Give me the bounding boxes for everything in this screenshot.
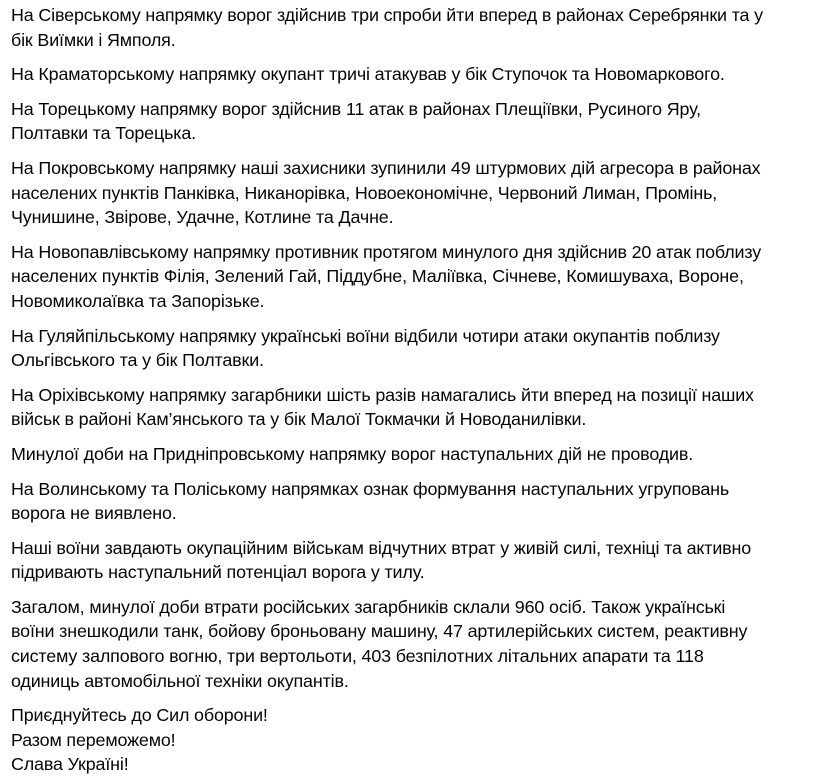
text-line: На Покровському напрямку наші захисники зупинили 49 штурмових дій агресора в районах bbox=[11, 157, 761, 178]
paragraph-huliaipole bbox=[11, 324, 823, 373]
closing-line-join: Приєднуйтесь до Сил оборони! bbox=[11, 705, 268, 726]
text-line: ворога не виявлено. bbox=[11, 503, 177, 524]
paragraph-volyn-polissia bbox=[11, 477, 823, 526]
text-line: воїни знешкодили танк, бойову броньовану машину, 47 артилерійських систем, реактивну bbox=[11, 621, 748, 642]
text-line: бік Виїмки і Ямполя. bbox=[11, 29, 176, 50]
paragraph-prydniprovskyi bbox=[11, 442, 823, 467]
text-line: На Сіверському напрямку ворог здійснив три спроби йти вперед в районах Серебрянки та у bbox=[11, 5, 763, 25]
paragraph-siverskyi bbox=[11, 3, 823, 52]
text-line: На Торецькому напрямку ворог здійснив 11 атак в районах Плещіївки, Русиного Яру, bbox=[11, 98, 701, 119]
paragraph-rear-strikes bbox=[11, 536, 823, 585]
closing-line-win: Разом переможемо! bbox=[11, 729, 176, 750]
text-line: Чунишине, Звірове, Удачне, Котлине та Дачне. bbox=[11, 207, 394, 228]
text-line: Загалом, минулої доби втрати російських загарбників склали 960 осіб. Також українські bbox=[11, 596, 726, 617]
text-line: військ в районі Кам’янського та у бік Малої Токмачки й Новоданилівки. bbox=[11, 409, 587, 430]
text-line: населених пунктів Філія, Зелений Гай, Піддубне, Маліївка, Січневе, Комишуваха, Вороне, bbox=[11, 266, 744, 287]
paragraph-pokrovsk bbox=[11, 156, 823, 230]
text-line: На Гуляйпільському напрямку українські воїни відбили чотири атаки окупантів поблизу bbox=[11, 325, 720, 346]
closing-block bbox=[11, 703, 823, 777]
text-line: одиниць автомобільної техніки окупантів. bbox=[11, 670, 349, 691]
text-line: Полтавки та Торецька. bbox=[11, 123, 196, 144]
paragraph-kramatorsk bbox=[11, 62, 823, 87]
text-line: На Волинському та Поліському напрямках ознак формування наступальних угруповань bbox=[11, 478, 730, 499]
text-line: На Оріхівському напрямку загарбники шість разів намагались йти вперед на позиції наших bbox=[11, 384, 754, 405]
text-line: Новомиколаївка та Запорізьке. bbox=[11, 290, 265, 311]
text-line: населених пунктів Панківка, Никанорівка, Новоекономічне, Червоний Лиман, Промінь, bbox=[11, 182, 718, 203]
text-line: систему залпового вогню, три вертольоти, 403 безпілотних літальних апарати та 118 bbox=[11, 646, 704, 667]
text-line: На Новопавлівському напрямку противник протягом минулого дня здійснив 20 атак поблизу bbox=[11, 241, 761, 262]
text-line: Ольгівського та у бік Полтавки. bbox=[11, 350, 264, 371]
paragraph-toretsk bbox=[11, 97, 823, 146]
text-line: На Краматорському напрямку окупант тричі атакував у бік Ступочок та Новомаркового. bbox=[11, 64, 725, 85]
paragraph-novopavlivka bbox=[11, 240, 823, 314]
text-line: підривають наступальний потенціал ворога у тилу. bbox=[11, 562, 425, 583]
text-line: Наші воїни завдають окупаційним військам відчутних втрат у живій силі, техніці та активно bbox=[11, 537, 752, 558]
text-line: Минулої доби на Придніпровському напрямку ворог наступальних дій не проводив. bbox=[11, 443, 694, 464]
paragraph-orikhiv bbox=[11, 383, 823, 432]
paragraph-losses-summary bbox=[11, 595, 823, 693]
closing-line-glory: Слава Україні! bbox=[11, 754, 129, 775]
